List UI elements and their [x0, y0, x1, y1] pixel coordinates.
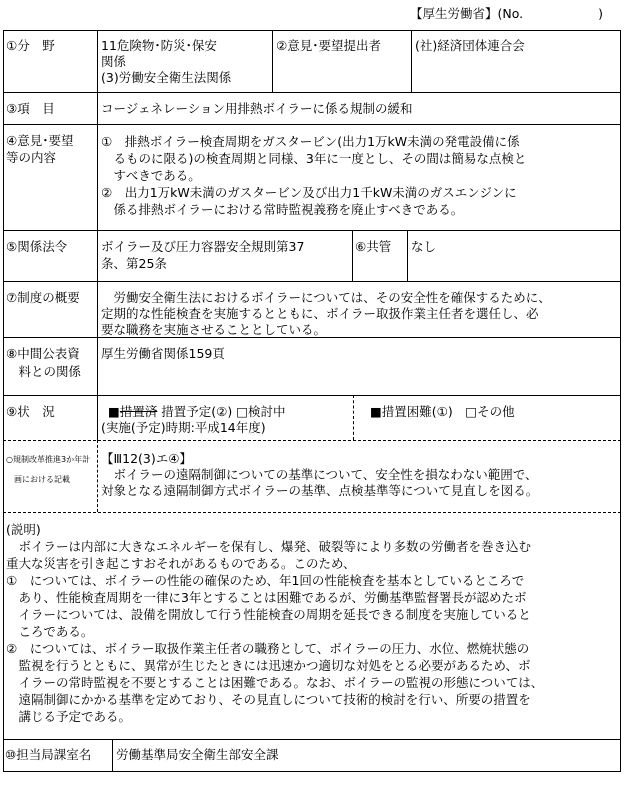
interim-value: 厚生労働省関係159頁	[101, 346, 225, 361]
text-line: 講じる予定である。	[6, 709, 132, 724]
interim-label-1: ⑧中間公表資	[6, 346, 80, 361]
text-line: イラーの常時監視を不要とすることは困難である。なお、ボイラーの監視の形態については、	[6, 675, 544, 690]
request-label-2: 等の内容	[6, 150, 57, 165]
status-planned: 措置予定(②) □検討中	[157, 404, 286, 419]
laws-label: ⑤関係法令	[6, 239, 68, 254]
divider	[3, 395, 621, 396]
text-line: (説明)	[6, 522, 41, 537]
status-done-struck: 措置済	[119, 404, 158, 419]
request-label-1: ④意見･要望	[6, 133, 74, 148]
divider	[3, 739, 621, 740]
text-line: 遠隔制御にかかる基準を定めており、その見直しについて技術的検討を行い、所要の措置を	[6, 692, 531, 707]
text-line: ① については、ボイラーの性能の確保のため、年1回の性能検査を基本としているところで	[6, 573, 525, 588]
divider	[3, 281, 621, 282]
text-line: あり、性能検査周期を一律に3年とすることは困難であるが、労働基準監督署長が認めたボ	[6, 590, 527, 605]
submitter-label: ②意見･要望提出者	[276, 38, 381, 53]
ministry-header: 【厚生労働省】(No. )	[410, 6, 604, 21]
text-line: すべきである。	[101, 168, 201, 183]
explanation-content	[6, 521, 543, 725]
text-line: ① 排熱ボイラー検査周期をガスタービン(出力1万kW未満の発電設備に係	[101, 134, 520, 149]
divider	[3, 230, 621, 231]
item-value: コージェネレーション用排熱ボイラーに係る規制の緩和	[101, 101, 413, 116]
text-line: 対象となる遠隔制御方式ボイラーの基準、点検基準等について見直しを図る。	[101, 483, 539, 498]
status-right: ■措置困難(①) □その他	[370, 404, 515, 419]
divider	[272, 30, 273, 92]
field-value-1: 11危険物･防災･保安	[101, 38, 217, 53]
field-value-2: 関係	[101, 54, 127, 69]
office-label: ⑩担当局課室名	[5, 747, 92, 762]
item-label: ③項 目	[6, 101, 55, 116]
text-line: 【Ⅲ12(3)エ④】	[101, 451, 192, 466]
divider	[3, 124, 621, 125]
divider	[411, 30, 412, 92]
overview-label: ⑦制度の概要	[6, 290, 80, 305]
divider	[407, 230, 408, 281]
divider	[3, 512, 621, 513]
text-line: ころである。	[6, 624, 94, 639]
request-content	[101, 133, 526, 218]
divider	[97, 30, 98, 440]
joint-value: なし	[411, 239, 437, 254]
overview-content	[101, 290, 551, 338]
text-line: るものに限る)の検査周期と同様、3年に一度とし、その間は簡易な点検と	[101, 151, 527, 166]
divider	[353, 395, 354, 440]
status-label: ⑨状 況	[6, 404, 55, 419]
divider	[3, 92, 621, 93]
plan-label-1: ○規制改革推進3か年計	[6, 455, 91, 464]
text-line: ② 出力1万kW未満のガスタービン及び出力1千kW未満のガスエンジンに	[101, 185, 517, 200]
plan-content	[101, 451, 538, 499]
interim-label-2: 料との関係	[6, 364, 82, 379]
submitter-value: (社)経済団体連合会	[415, 38, 525, 53]
divider	[97, 440, 98, 512]
divider	[112, 739, 113, 772]
field-label: ①分 野	[6, 38, 55, 53]
status-line1	[108, 404, 286, 420]
laws-value-1: ボイラー及び圧力容器安全規則第37	[101, 239, 305, 254]
text-line: 定期的な性能検査を実施するとともに、ボイラー取扱作業主任者を選任し、必	[101, 306, 539, 321]
text-line: 要な職務を実施させることとしている。	[101, 322, 327, 337]
laws-value-2: 条、第25条	[101, 256, 167, 271]
field-value-3: (3)労働安全衛生法関係	[101, 70, 232, 85]
office-value: 労働基準局安全衛生部安全課	[116, 747, 279, 762]
text-line: ボイラーの遠隔制御についての基準について、安全性を損なわない範囲で、	[101, 467, 538, 482]
text-line: イラーについては、設備を開放して行う性能検査の周期を延長できる制度を実施していると	[6, 607, 531, 622]
divider	[3, 440, 621, 441]
plan-label-2: 画における記載	[6, 475, 70, 484]
checkbox-filled-icon: ■	[108, 404, 120, 419]
text-line: 重大な災害を引き起こすおそれがあるものである。このため、	[6, 556, 356, 571]
text-line: 係る排熱ボイラーにおける常時監視義務を廃止すべきである。	[101, 202, 464, 217]
text-line: 労働安全衛生法におけるボイラーについては、その安全性を確保するために、	[101, 290, 551, 305]
text-line: ボイラーは内部に大きなエネルギーを保有し、爆発、破裂等により多数の労働者を巻き込む	[6, 539, 532, 554]
joint-label: ⑥共管	[355, 239, 392, 254]
divider	[352, 230, 353, 281]
status-period: (実施(予定)時期:平成14年度)	[101, 420, 266, 435]
text-line: ② については、ボイラー取扱作業主任者の職務として、ボイラーの圧力、水位、燃焼状態の	[6, 641, 530, 656]
text-line: 監視を行うとともに、異常が生じたときには迅速かつ適切な対処をとる必要があるため、ボ	[6, 658, 531, 673]
